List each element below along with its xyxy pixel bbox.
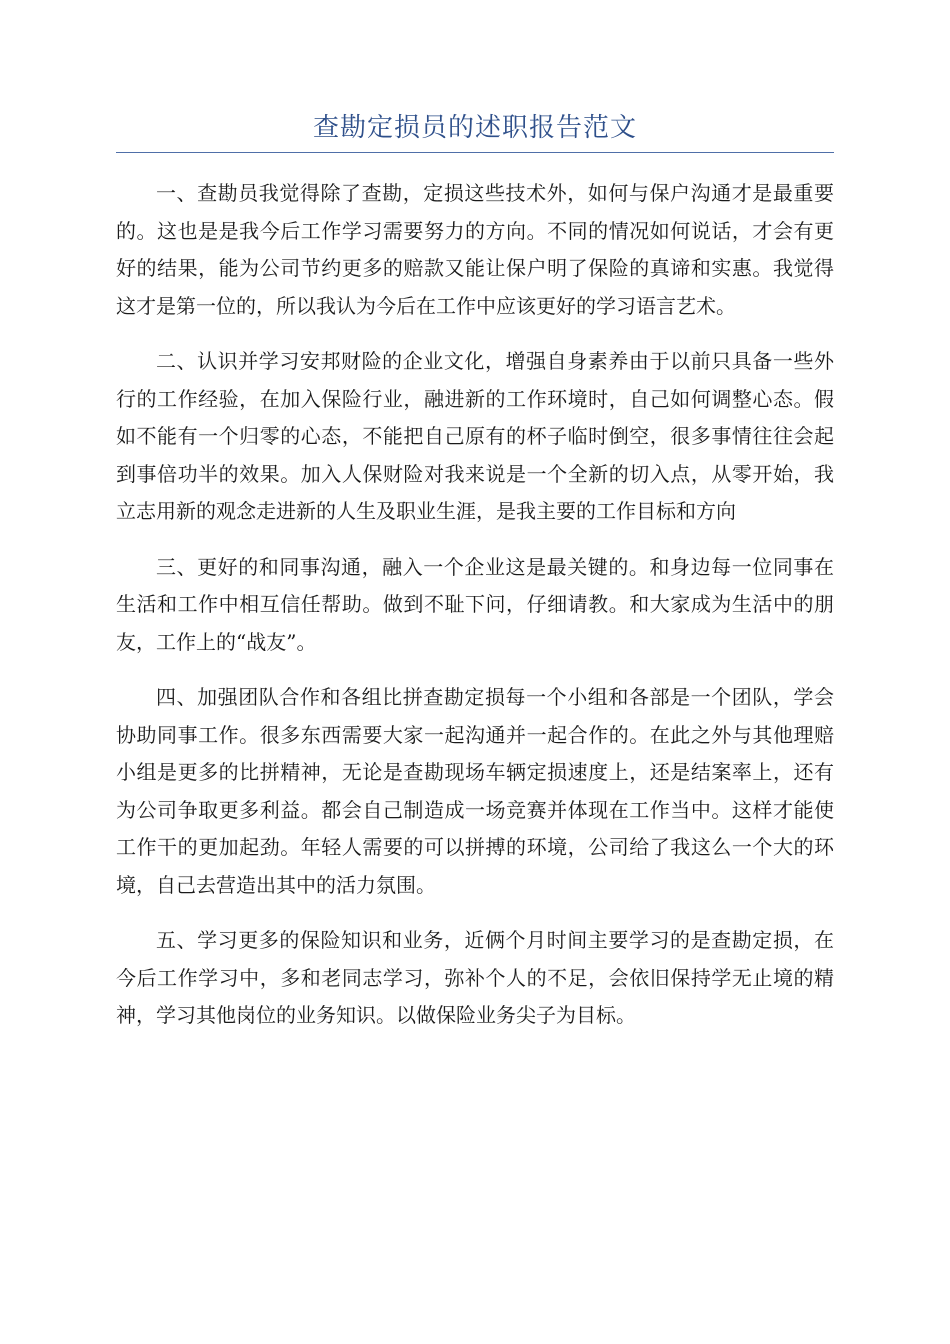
paragraph-2: 二、认识并学习安邦财险的企业文化，增强自身素养由于以前只具备一些外行的工作经验，在加入保险行业，融进新的工作环境时，自己如何调整心态。假如不能有一个归零的心态，不能把自己原有的杯子临时倒空，很多事情往往会起到事倍功半的效果。加入人保财险对我来说是一个全新的切入点，从零开始，我立志用新的观念走进新的人生及职业生涯，是我主要的工作目标和方向: [116, 349, 834, 523]
title-underline: [116, 152, 834, 153]
page-title: 查勘定损员的述职报告范文: [312, 113, 637, 143]
paragraph-1: 一、查勘员我觉得除了查勘，定损这些技术外，如何与保户沟通才是最重要的。这也是是我今后工作学习需要努力的方向。不同的情况如何说话，才会有更好的结果，能为公司节约更多的赔款又能让保户明了保险的真谛和实惠。我觉得这才是第一位的，所以我认为今后在工作中应该更好的学习语言艺术。: [116, 181, 834, 318]
paragraph-3: 三、更好的和同事沟通，融入一个企业这是最关键的。和身边每一位同事在生活和工作中相互信任帮助。做到不耻下问，仔细请教。和大家成为生活中的朋友，工作上的“战友”。: [116, 554, 834, 654]
paragraph-5: 五、学习更多的保险知识和业务，近俩个月时间主要学习的是查勘定损，在今后工作学习中，多和老同志学习，弥补个人的不足，会依旧保持学无止境的精神，学习其他岗位的业务知识。以做保险业务尖子为目标。: [116, 928, 834, 1027]
paragraph-4: 四、加强团队合作和各组比拼查勘定损每一个小组和各部是一个团队，学会协助同事工作。很多东西需要大家一起沟通并一起合作的。在此之外与其他理赔小组是更多的比拼精神，无论是查勘现场车辆定损速度上，还是结案率上，还有为公司争取更多利益。都会自己制造成一场竞赛并体现在工作当中。这样才能使工作干的更加起劲。年轻人需要的可以拼搏的环境，公司给了我这么一个大的环境，自己去营造出其中的活力氛围。: [116, 685, 834, 897]
document-page: [116, 110, 834, 1053]
